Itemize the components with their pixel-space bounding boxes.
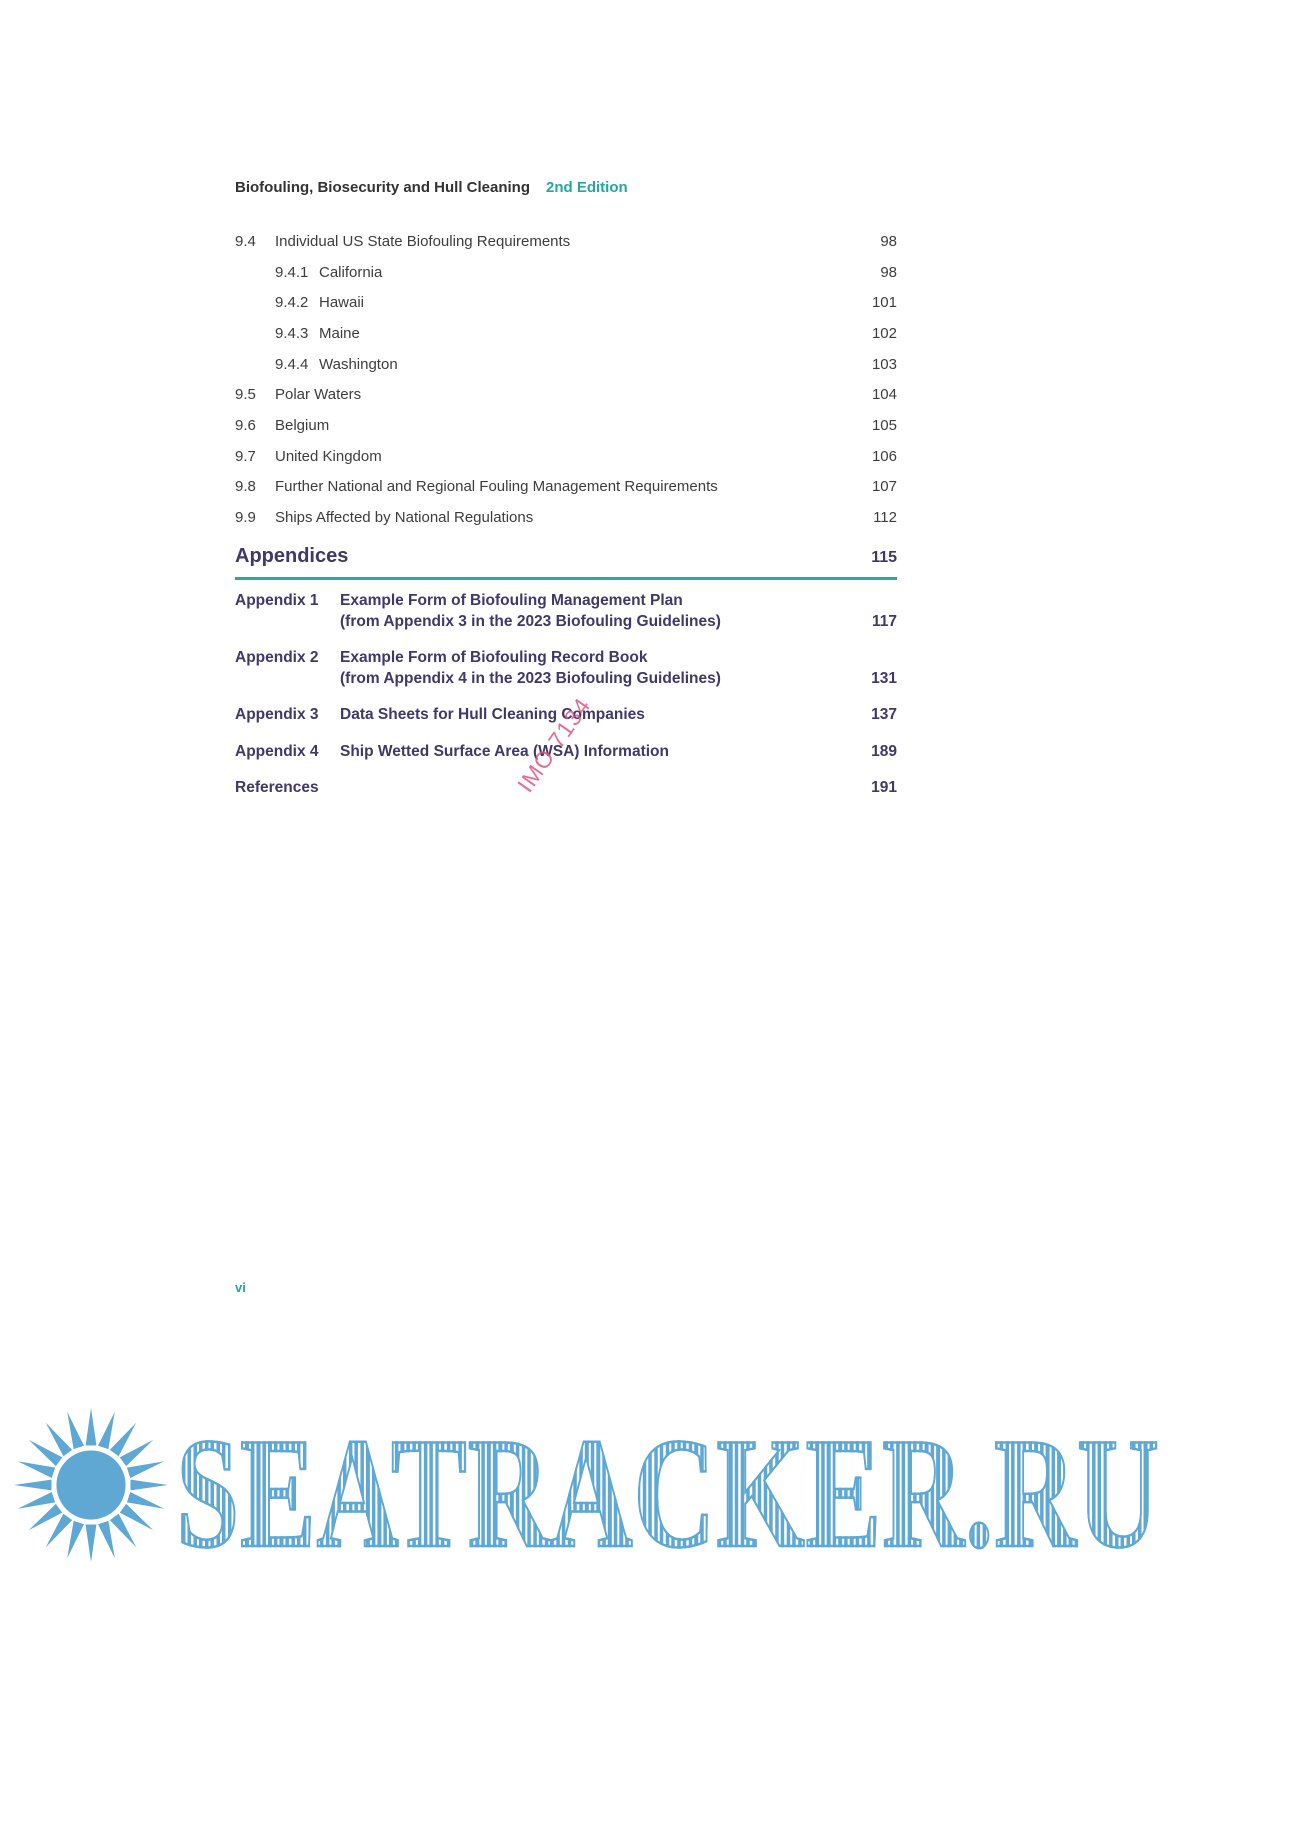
- toc-row: [235, 441, 897, 472]
- appendix-title-line2: (from Appendix 3 in the 2023 Biofouling Guidelines): [340, 612, 721, 630]
- page-number-footer: vi: [235, 1280, 246, 1295]
- appendix-label: Appendix 4: [235, 742, 319, 760]
- appendix-title: Data Sheets for Hull Cleaning Companies: [340, 706, 645, 723]
- toc-section-number: 9.4: [235, 232, 256, 250]
- toc-page-number: 102: [871, 324, 897, 342]
- toc-entry-label: Individual US State Biofouling Requirements: [275, 232, 571, 250]
- appendices-heading-row: [235, 545, 897, 568]
- toc-row: [235, 410, 897, 441]
- appendices-page-number: 115: [871, 549, 897, 566]
- toc-section-number: 9.9: [235, 509, 256, 527]
- edition-badge: 2nd Edition: [546, 179, 628, 196]
- toc-row: [235, 287, 897, 318]
- table-of-contents: [235, 226, 897, 533]
- toc-entry-label: Belgium: [275, 416, 330, 434]
- toc-row: [235, 349, 897, 380]
- appendix-title: [340, 648, 871, 689]
- document-title: Biofouling, Biosecurity and Hull Cleaning: [235, 179, 531, 196]
- appendix-page-number: 117: [871, 612, 897, 630]
- toc-entry-label: Washington: [319, 355, 398, 373]
- toc-row: [235, 318, 897, 349]
- appendices-heading: Appendices: [235, 545, 349, 567]
- toc-page-number: 103: [871, 355, 897, 373]
- watermark-text: IMO 7134: [512, 692, 596, 797]
- appendix-row: [235, 648, 897, 689]
- appendix-page-number: 131: [871, 669, 897, 687]
- appendix-page-number: 189: [871, 742, 897, 760]
- toc-section-number: 9.4.3: [275, 324, 309, 342]
- toc-section-number: 9.5: [235, 386, 256, 404]
- logo-wordmark: SEATRACKER.RU: [176, 1406, 1160, 1581]
- sun-icon: [12, 1406, 170, 1564]
- toc-entry-label: United Kingdom: [275, 447, 382, 465]
- toc-page-number: 107: [871, 478, 897, 496]
- appendix-page-number: 137: [871, 706, 897, 723]
- appendix-title-line2: (from Appendix 4 in the 2023 Biofouling Guidelines): [340, 669, 721, 687]
- seatracker-logo: [0, 1398, 1303, 1588]
- toc-section-number: 9.4.2: [275, 294, 309, 312]
- appendix-title-line1: Example Form of Biofouling Record Book: [340, 649, 648, 666]
- toc-entry-label: Hawaii: [319, 294, 365, 312]
- toc-row: [235, 502, 897, 533]
- toc-section-number: 9.7: [235, 447, 256, 465]
- references-row: [235, 778, 897, 799]
- toc-page-number: 101: [871, 294, 897, 312]
- toc-entry-label: California: [319, 263, 383, 281]
- toc-entry-label: Ships Affected by National Regulations: [275, 509, 534, 527]
- toc-page-number: 98: [880, 232, 897, 250]
- appendix-title: Ship Wetted Surface Area (WSA) Information: [340, 742, 669, 760]
- toc-page-number: 105: [871, 416, 897, 434]
- references-page-number: 191: [871, 779, 897, 796]
- toc-row: [235, 379, 897, 410]
- appendix-label: Appendix 2: [235, 649, 319, 666]
- toc-entry-label: Polar Waters: [275, 386, 362, 404]
- toc-page-number: 104: [871, 386, 897, 404]
- toc-section-number: 9.6: [235, 416, 256, 434]
- section-divider-rule: [235, 577, 897, 580]
- toc-page-number: 106: [871, 447, 897, 465]
- toc-section-number: 9.8: [235, 478, 256, 496]
- references-label: References: [235, 779, 319, 796]
- toc-row: [235, 226, 897, 257]
- toc-section-number: 9.4.1: [275, 263, 309, 281]
- appendix-label: Appendix 1: [235, 592, 319, 609]
- appendix-title: [340, 591, 872, 632]
- toc-entry-label: Further National and Regional Fouling Management Requirements: [275, 478, 718, 496]
- page-header: [235, 179, 628, 196]
- toc-row: [235, 257, 897, 288]
- appendix-title-line1: Example Form of Biofouling Management Plan: [340, 592, 683, 609]
- toc-page-number: 98: [880, 263, 897, 281]
- toc-page-number: 112: [873, 509, 897, 527]
- toc-entry-label: Maine: [319, 324, 360, 342]
- appendix-label: Appendix 3: [235, 706, 319, 723]
- toc-section-number: 9.4.4: [275, 355, 309, 373]
- toc-row: [235, 472, 897, 503]
- appendix-row: [235, 591, 897, 632]
